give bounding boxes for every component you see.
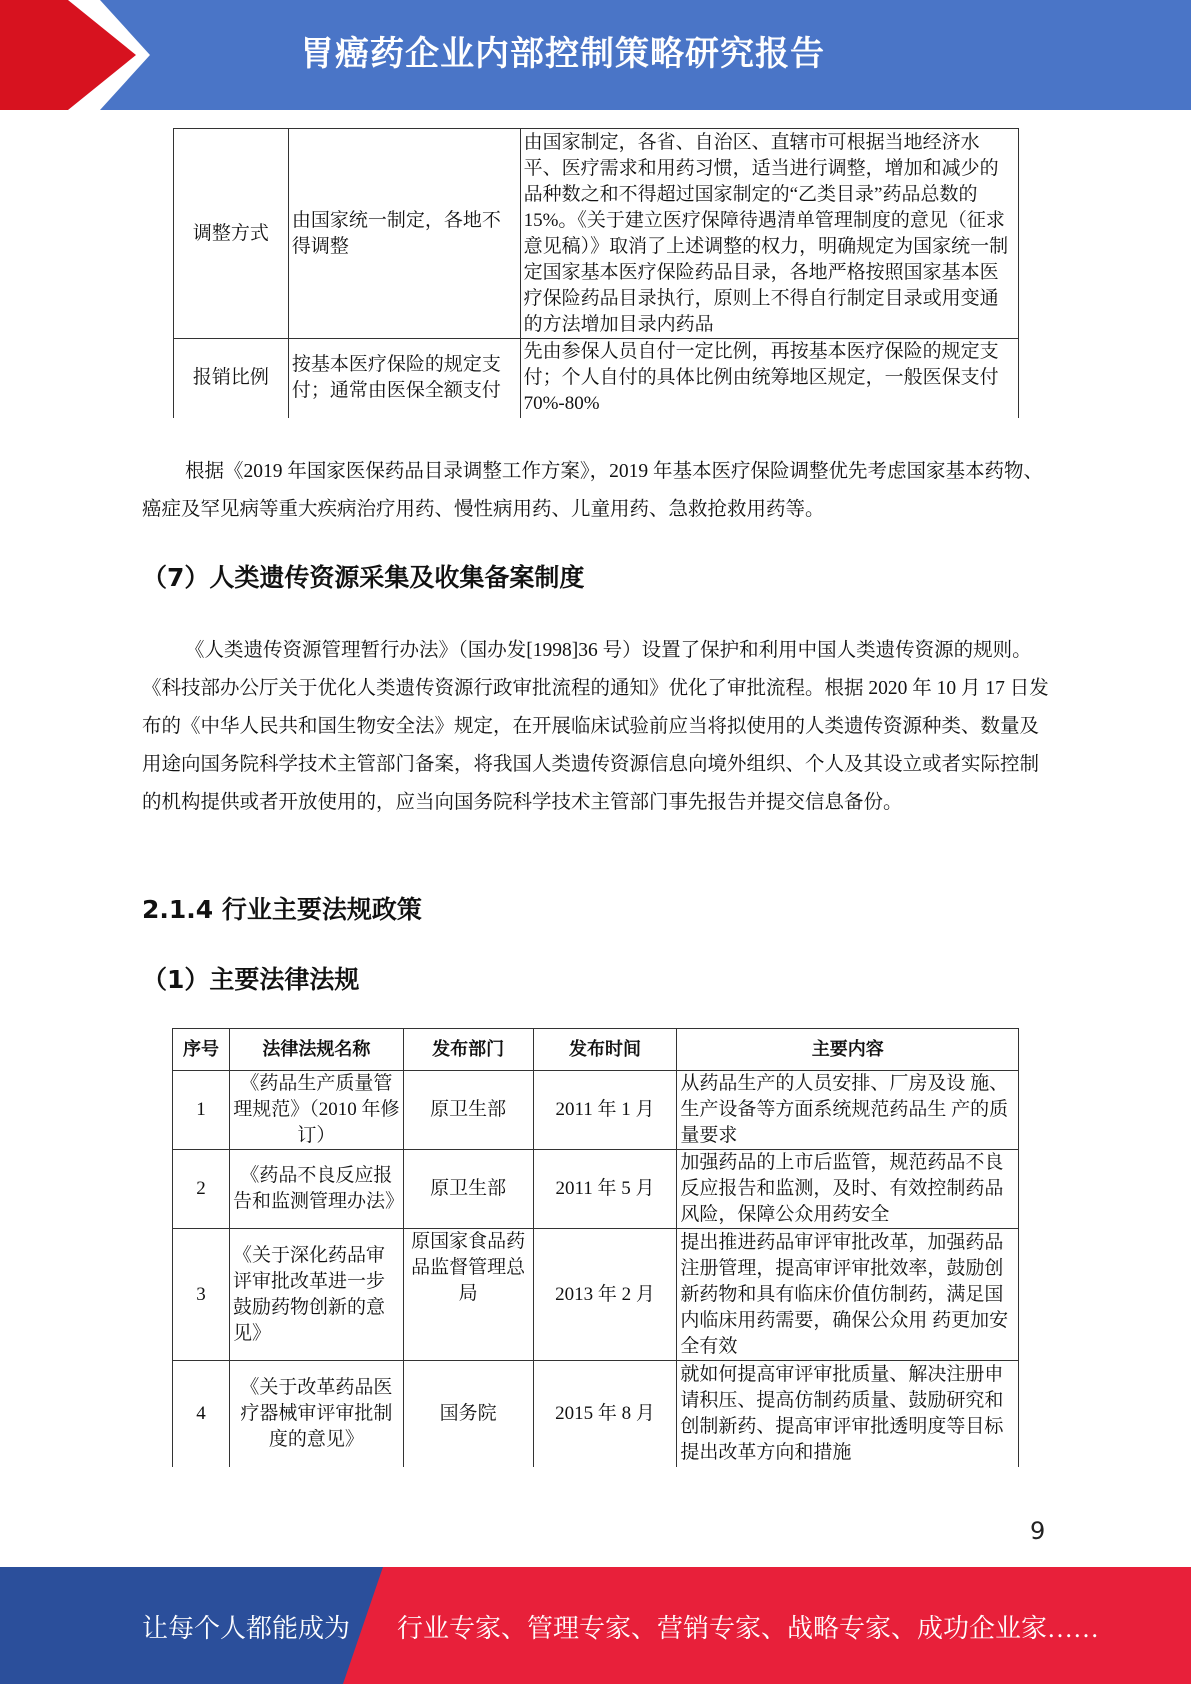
cell-name: 《药品生产质量管理规范》（2010 年修订） xyxy=(229,1071,403,1150)
section-heading-7: （7）人类遗传资源采集及收集备案制度 xyxy=(142,563,585,592)
cell-dept: 国务院 xyxy=(403,1361,533,1467)
local-cell: 由国家制定，各省、自治区、直辖市可根据当地经济水平、医疗需求和用药习惯，适当进行调整，增加和减少的品种数之和不得超过国家制定的“乙类目录”药品总数的 15%。《关于建立医疗保障待遇清单管理制度的意见（征求意见稿）》取消了上述调整的权力，明确规定为国家统一制定国家基本医疗保险药品目录，各地严格按照国家基本医疗保险药品目录执行，原则上不得自行制定目录或用变通的方法增加目录内药品 xyxy=(520,129,1018,339)
col-header-no: 序号 xyxy=(173,1029,230,1071)
table-row xyxy=(174,339,1019,418)
cell-content: 就如何提高审评审批质量、解决注册申请积压、提高仿制药质量、鼓励研究和创制新药、提高审评审批透明度等目标提出改革方向和措施 xyxy=(677,1361,1019,1467)
row-label: 报销比例 xyxy=(174,339,289,418)
section-heading-2-1-4: 2.1.4 行业主要法规政策 xyxy=(142,895,422,924)
cell-date: 2015 年 8 月 xyxy=(533,1361,677,1467)
page-footer xyxy=(0,1567,1191,1684)
subsection-heading-1: （1）主要法律法规 xyxy=(142,965,360,994)
footer-slogan-lead: 让每个人都能成为 xyxy=(142,1614,351,1643)
paragraph-drug-list-adjustment: 根据《2019 年国家医保药品目录调整工作方案》，2019 年基本医疗保险调整优先考虑国家基本药物、癌症及罕见病等重大疾病治疗用药、慢性病用药、儿童用药、急救抢救用药等。 xyxy=(142,461,1044,520)
paragraph-genetic-resources: 《人类遗传资源管理暂行办法》（国办发[1998]36 号）设置了保护和利用中国人类遗传资源的规则。《科技部办公厅关于优化人类遗传资源行政审批流程的通知》优化了审批流程。根据 2020 年 10 月 17 日发布的《中华人民共和国生物安全法》规定，在开展临床试验前应当将拟使用的人类遗传资源种类、数量及用途向国务院科学技术主管部门备案，将我国人类遗传资源信息向境外组织、个人及其设立或者实际控制的机构提供或者开放使用的，应当向国务院科学技术主管部门事先报告并提交信息备份。 xyxy=(142,640,1049,813)
footer-slogan-roles: 行业专家、管理专家、营销专家、战略专家、成功企业家…… xyxy=(397,1614,1100,1643)
table-row xyxy=(174,129,1019,339)
cell-name: 《关于深化药品审评审批改革进一步鼓励药物创新的意见》 xyxy=(229,1229,403,1361)
national-cell: 由国家统一制定，各地不得调整 xyxy=(288,129,520,339)
cell-no: 4 xyxy=(173,1361,230,1467)
row-label: 调整方式 xyxy=(174,129,289,339)
col-header-name: 法律法规名称 xyxy=(229,1029,403,1071)
col-header-date: 发布时间 xyxy=(533,1029,677,1071)
cell-no: 1 xyxy=(173,1071,230,1150)
cell-date: 2011 年 1 月 xyxy=(533,1071,677,1150)
table-row xyxy=(173,1071,1019,1150)
cell-date: 2011 年 5 月 xyxy=(533,1150,677,1229)
cell-date: 2013 年 2 月 xyxy=(533,1229,677,1361)
table-header-row xyxy=(173,1029,1019,1071)
insurance-comparison-table xyxy=(173,128,1019,418)
table-row xyxy=(173,1229,1019,1361)
report-title: 胃癌药企业内部控制策略研究报告 xyxy=(300,34,825,74)
laws-regulations-table xyxy=(172,1028,1019,1467)
cell-no: 3 xyxy=(173,1229,230,1361)
cell-name: 《药品不良反应报告和监测管理办法》 xyxy=(229,1150,403,1229)
cell-no: 2 xyxy=(173,1150,230,1229)
national-cell: 按基本医疗保险的规定支付；通常由医保全额支付 xyxy=(288,339,520,418)
col-header-content: 主要内容 xyxy=(677,1029,1019,1071)
page-number: 9 xyxy=(1030,1517,1046,1545)
cell-dept: 原卫生部 xyxy=(403,1071,533,1150)
cell-name: 《关于改革药品医疗器械审评审批制度的意见》 xyxy=(229,1361,403,1467)
cell-content: 从药品生产的人员安排、厂房及设 施、生产设备等方面系统规范药品生 产的质量要求 xyxy=(677,1071,1019,1150)
table-row xyxy=(173,1150,1019,1229)
page-header xyxy=(0,0,1191,110)
table-row xyxy=(173,1361,1019,1467)
cell-content: 加强药品的上市后监管，规范药品不良反应报告和监测，及时、有效控制药品风险，保障公众用药安全 xyxy=(677,1150,1019,1229)
cell-dept: 原国家食品药品监督管理总局 xyxy=(403,1229,533,1361)
local-cell: 先由参保人员自付一定比例，再按基本医疗保险的规定支付；个人自付的具体比例由统筹地区规定，一般医保支付 70%-80% xyxy=(520,339,1018,418)
cell-content: 提出推进药品审评审批改革，加强药品注册管理，提高审评审批效率，鼓励创新药物和具有临床价值仿制药，满足国内临床用药需要，确保公众用 药更加安全有效 xyxy=(677,1229,1019,1361)
cell-dept: 原卫生部 xyxy=(403,1150,533,1229)
col-header-dept: 发布部门 xyxy=(403,1029,533,1071)
